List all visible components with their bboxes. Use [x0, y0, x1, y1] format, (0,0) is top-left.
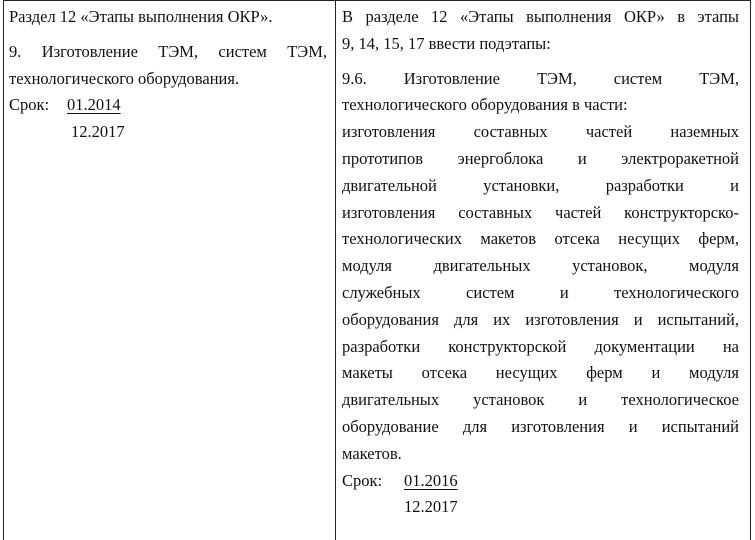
left-term-row	[9, 92, 327, 119]
column-divider	[335, 0, 336, 540]
right-sub-line: макетов.	[342, 443, 402, 463]
right-sub-line: двигательной установки, разработки и	[342, 175, 739, 195]
right-term-row	[342, 468, 739, 495]
left-item-line-1: 9. Изготовление ТЭМ, систем ТЭМ,	[9, 41, 327, 61]
right-term-label: Срок:	[342, 470, 383, 490]
right-intro-line-1: В разделе 12 «Этапы выполнения ОКР» в этапы	[342, 7, 739, 26]
right-sub-line: двигательных установок и технологическое	[342, 390, 739, 410]
right-column-amendment	[342, 4, 739, 521]
left-term-end: 12.2017	[71, 122, 125, 142]
right-spacer	[342, 58, 739, 66]
right-sub-line: оборудования для их изготовления и испытаний,	[342, 309, 739, 329]
right-sub-line: модуля двигательных установок, модуля	[342, 256, 739, 276]
right-intro-line-2: 9, 14, 15, 17 ввести подэтапы:	[342, 33, 551, 53]
right-sub-line: технологического оборудования в части:	[342, 95, 628, 115]
left-spacer	[9, 31, 327, 39]
right-sub-line: технологических макетов отсека несущих ферм,	[342, 229, 739, 249]
right-sub-line: макеты отсека несущих ферм и модуля	[342, 363, 739, 383]
right-term-end: 12.2017	[404, 497, 458, 517]
right-sub-line: изготовления составных частей наземных	[342, 122, 739, 142]
right-term-start: 01.2016	[404, 470, 458, 490]
left-column-original	[9, 4, 327, 146]
left-item-line-2: технологического оборудования.	[9, 68, 240, 88]
right-sub-line: прототипов энергоблока и электроракетной	[342, 148, 739, 168]
right-sub-line: изготовления составных частей конструкторско-	[342, 202, 739, 222]
left-section-title: Раздел 12 «Этапы выполнения ОКР».	[9, 7, 273, 26]
right-sub-line: разработки конструкторской документации на	[342, 336, 739, 356]
right-sub-line: служебных систем и технологического	[342, 282, 739, 302]
left-term-start: 01.2014	[67, 95, 121, 115]
right-sub-line: оборудование для изготовления и испытаний	[342, 416, 739, 436]
left-term-label: Срок:	[9, 95, 50, 115]
right-sub-line: 9.6. Изготовление ТЭМ, систем ТЭМ,	[342, 68, 739, 88]
